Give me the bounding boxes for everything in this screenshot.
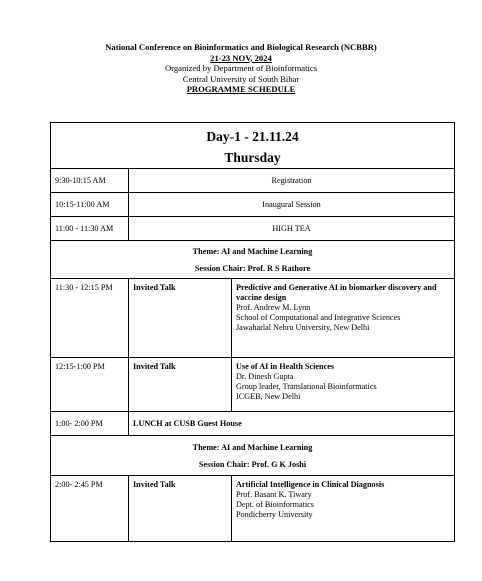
day-title: Day-1 - 21.11.24 <box>206 128 299 144</box>
table-row <box>51 279 455 358</box>
talk-dept: School of Computational and Integrative Sciences <box>236 313 401 322</box>
talk-time: 11:30 - 12:15 PM <box>51 279 129 358</box>
table-row <box>51 193 455 217</box>
table-row <box>51 412 455 436</box>
talk-institution: Jawaharlal Nehru University, New Delhi <box>236 323 370 332</box>
talk-dept: Dept. of Bioinformatics <box>236 500 314 509</box>
talk-title: Artificial Intelligence in Clinical Diagnosis <box>236 480 385 489</box>
talk-type: Invited Talk <box>129 358 232 412</box>
lunch-time: 1:00- 2:00 PM <box>51 412 129 436</box>
organizer-line: Organized by Department of Bioinformatics <box>164 63 318 74</box>
talk-title: Use of AI in Health Sciences <box>236 362 335 371</box>
row-event: HIGH TEA <box>129 217 455 241</box>
session-theme-cell <box>51 241 455 279</box>
talk-details <box>232 279 455 358</box>
university-line: Central University of South Bihar <box>182 73 300 84</box>
conference-dates: 21-23 NOV, 2024 <box>210 52 272 63</box>
row-event: Registration <box>129 169 455 193</box>
schedule-title: PROGRAMME SCHEDULE <box>186 84 296 95</box>
session-chair: Session Chair: Prof. R S Rathore <box>194 263 311 273</box>
table-row <box>51 476 455 542</box>
talk-speaker: Prof. Basant K. Tiwary <box>236 490 312 499</box>
session-chair: Session Chair: Prof. G K Joshi <box>198 459 307 469</box>
lunch-event: LUNCH at CUSB Guest House <box>129 412 455 436</box>
row-time: 11:00 - 11:30 AM <box>51 217 129 241</box>
talk-institution: Pondicherry University <box>236 510 313 519</box>
row-time: 10:15-11:00 AM <box>51 193 129 217</box>
talk-institution: ICGEB, New Delhi <box>236 392 301 401</box>
session-theme-cell <box>51 436 455 476</box>
talk-details <box>232 476 455 542</box>
day-header-row <box>51 123 455 169</box>
schedule-table <box>50 122 455 542</box>
talk-speaker: Prof. Andrew M. Lynn <box>236 303 311 312</box>
day-weekday: Thursday <box>224 149 281 165</box>
table-row <box>51 169 455 193</box>
conference-title: National Conference on Bioinformatics and Biological Research (NCBBR) <box>105 42 377 52</box>
session-theme: Theme: AI and Machine Learning <box>192 246 313 256</box>
row-time: 9:30-10:15 AM <box>51 169 129 193</box>
day-header <box>51 123 455 169</box>
talk-time: 2:00- 2:45 PM <box>51 476 129 542</box>
session-theme-row <box>51 436 455 476</box>
table-row <box>51 217 455 241</box>
talk-dept: Group leader, Translational Bioinformatics <box>236 382 377 391</box>
table-row <box>51 358 455 412</box>
session-theme-row <box>51 241 455 279</box>
talk-type: Invited Talk <box>129 476 232 542</box>
talk-time: 12:15-1:00 PM <box>51 358 129 412</box>
talk-title: Predictive and Generative AI in biomarker discovery and vaccine design <box>236 283 437 302</box>
row-event: Inaugural Session <box>129 193 455 217</box>
talk-type: Invited Talk <box>129 279 232 358</box>
talk-details <box>232 358 455 412</box>
document-header <box>0 42 482 95</box>
talk-speaker: Dr. Dinesh Gupta <box>236 372 294 381</box>
session-theme: Theme: AI and Machine Learning <box>192 442 313 452</box>
